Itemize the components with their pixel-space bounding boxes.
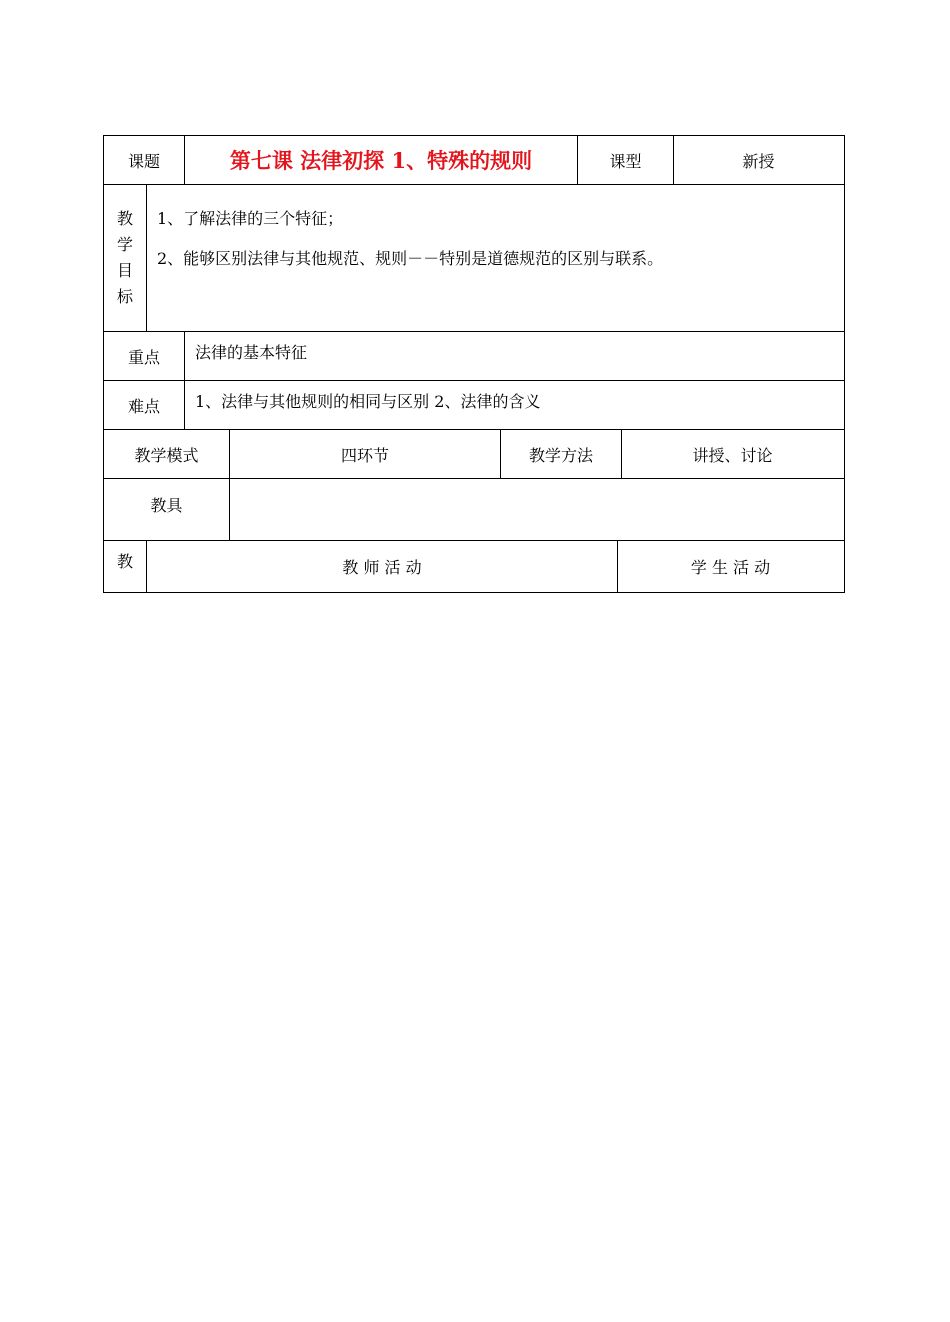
teacher-activity-header: 教 师 活 动 [147, 541, 618, 592]
tools-value [230, 479, 843, 540]
goals-label [104, 185, 147, 331]
mode-label: 教学模式 [104, 430, 230, 478]
difficulty-value: 1、法律与其他规则的相同与区别 2、法律的含义 [195, 392, 541, 411]
student-activity-header: 学 生 活 动 [690, 558, 771, 577]
key-point-label: 重点 [104, 332, 185, 380]
goal-item: 1、了解法律的三个特征； [157, 209, 344, 228]
goals-label-char: 学 [116, 235, 133, 254]
goal-item: 2、能够区别法律与其他规范、规则－－特别是道德规范的区别与联系。 [157, 249, 664, 268]
activities-label: 教 [104, 541, 147, 592]
difficulty-label: 难点 [104, 381, 185, 429]
goals-label-char: 标 [116, 287, 133, 306]
type-label: 课型 [578, 136, 674, 184]
topic-label: 课题 [104, 136, 185, 184]
difficulty-row [103, 381, 845, 430]
goals-row [103, 185, 845, 332]
method-label: 教学方法 [501, 430, 622, 478]
mode-row [103, 430, 845, 479]
type-value: 新授 [742, 151, 775, 171]
goals-label-char: 目 [116, 261, 133, 280]
goals-label-char: 教 [116, 209, 133, 228]
activities-row [103, 541, 845, 593]
lesson-plan-table [103, 135, 845, 593]
topic-row [103, 135, 845, 185]
tools-row [103, 479, 845, 541]
key-point-row [103, 332, 845, 381]
tools-label: 教具 [104, 479, 230, 540]
topic-title: 第七课 法律初探 1、特殊的规则 [185, 136, 578, 184]
method-value: 讲授、讨论 [692, 445, 773, 465]
key-point-value: 法律的基本特征 [195, 343, 308, 362]
goals-content [147, 185, 843, 331]
mode-value: 四环节 [230, 430, 501, 478]
